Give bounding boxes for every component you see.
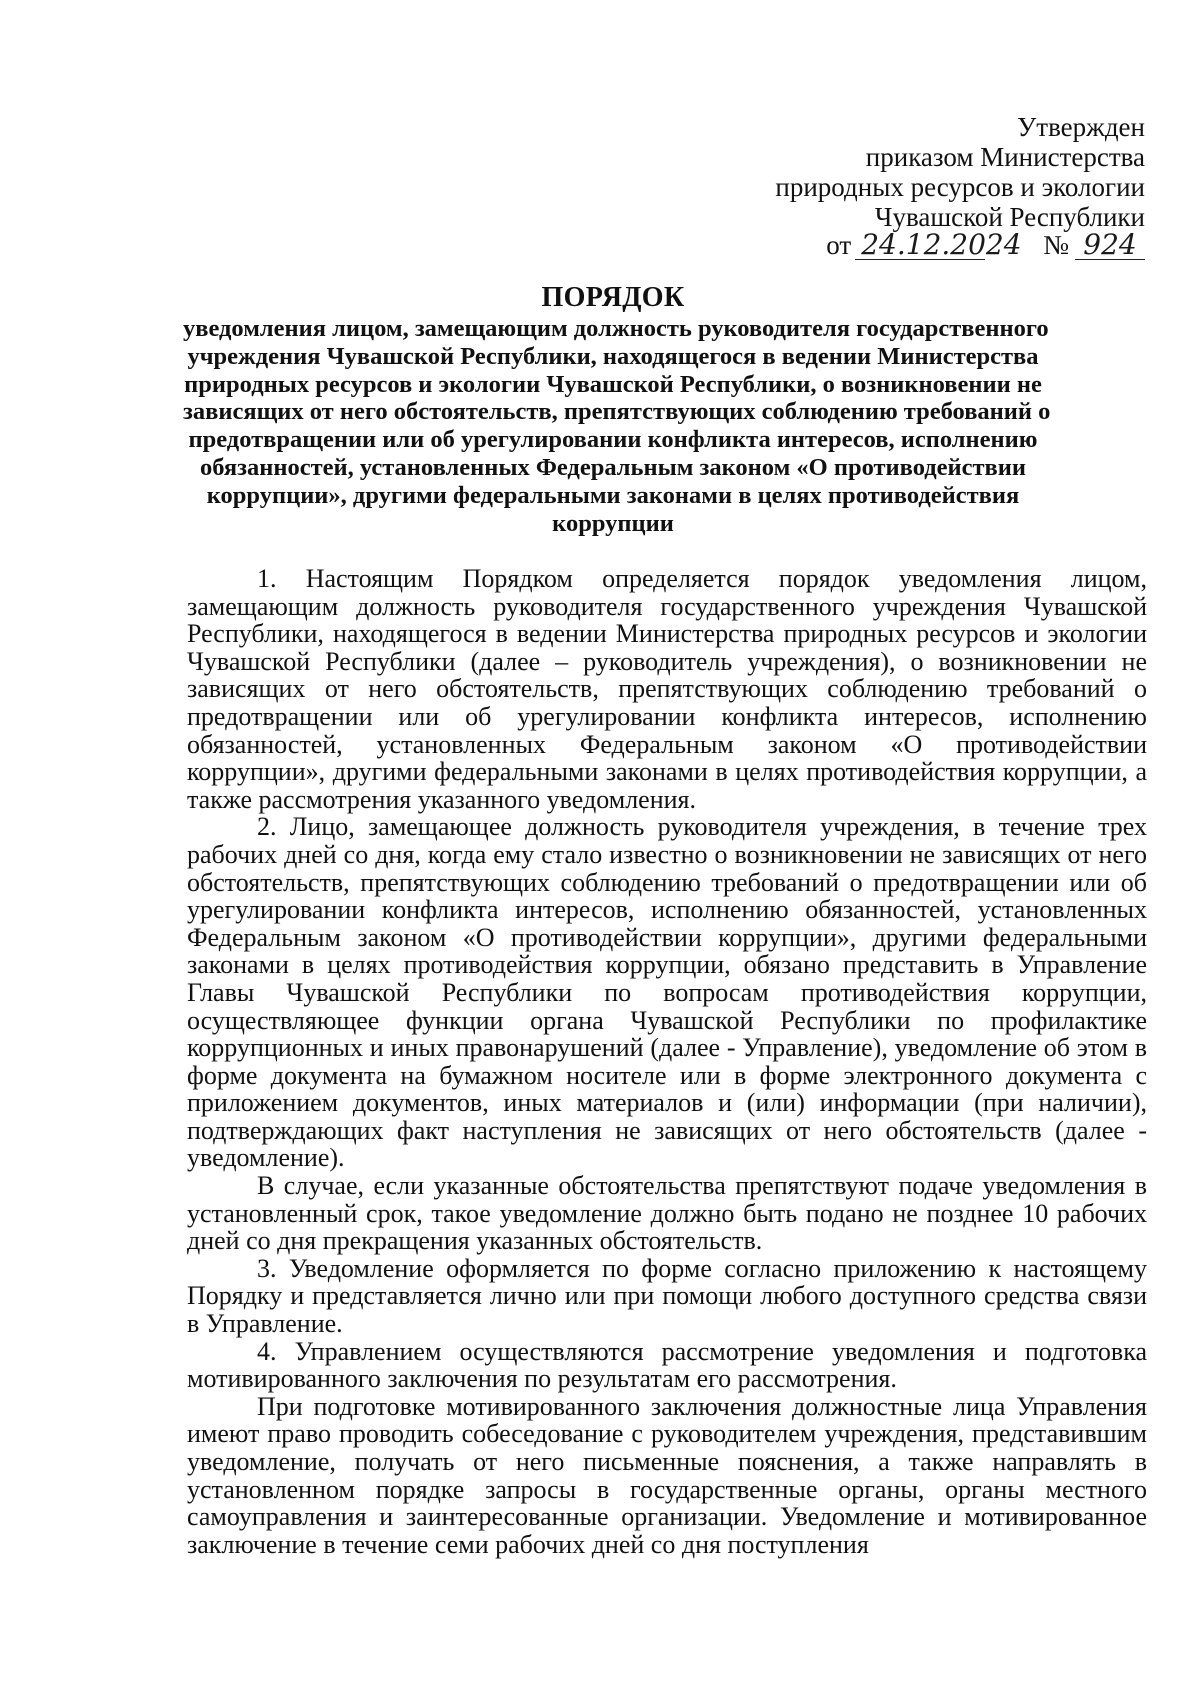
- subtitle-line: уведомления лицом, замещающим должность руководителя государственного: [183, 315, 1049, 342]
- document-body: [187, 565, 1147, 1558]
- subtitle-line: учреждения Чувашской Республики, находящегося в ведении Министерства: [187, 342, 1039, 370]
- document-subtitle: [183, 315, 1051, 537]
- approval-line-2: приказом Министерства: [865, 142, 1145, 172]
- approval-block: [640, 112, 1145, 260]
- subtitle-line: природных ресурсов и экологии Чувашской Республики, о возникновении не: [184, 370, 1042, 398]
- paragraph-4: 4. Управлением осуществляются рассмотрение уведомления и подготовка мотивированного заключения по результатам его рассмотрения.: [187, 1336, 1147, 1394]
- paragraph-3: 3. Уведомление оформляется по форме согласно приложению к настоящему Порядку и представляется лично или при помощи любого доступного средства связи в Управление.: [187, 1253, 1147, 1339]
- approval-line-1: Утвержден: [1017, 112, 1145, 142]
- subtitle-line: обязанностей, установленных Федеральным законом «О противодействии: [199, 453, 1027, 481]
- paragraph-4-continuation: При подготовке мотивированного заключения должностные лица Управления имеют право проводить собеседование с руководителем учреждения, представившим уведомление, получать от него письменные пояснения, а также направлять в установленном порядке запросы в государственные органы, органы местного самоуправления и заинтересованные организации. Уведомление и мотивированное заключение в течение семи рабочих дней со дня поступления: [187, 1391, 1147, 1559]
- paragraph-2: 2. Лицо, замещающее должность руководителя учреждения, в течение трех рабочих дней со дня, когда ему стало известно о возникновении не зависящих от него обстоятельств, препятствующих соблюдению требований о предотвращении или об урегулировании конфликта интересов, исполнению обязанностей, установленных Федеральным законом «О противодействии коррупции», другими федеральными законами в целях противодействия коррупции, обязано представить в Управление Главы Чувашской Республики по вопросам противодействия коррупции, осуществляющее функции органа Чувашской Республики по профилактике коррупционных и иных правонарушений (далее - Управление), уведомление об этом в форме документа на бумажном носителе или в форме электронного документа с приложением документов, иных материалов и (или) информации (при наличии), подтверждающих факт наступления не зависящих от него обстоятельств (далее - уведомление).: [187, 812, 1147, 1173]
- subtitle-line: коррупции: [552, 509, 674, 537]
- date-prefix: от: [826, 230, 852, 260]
- handwritten-date: 24.12.2024: [855, 231, 985, 260]
- subtitle-line: зависящих от него обстоятельств, препятствующих соблюдению требований о: [183, 398, 1051, 426]
- document-title: ПОРЯДОК: [541, 282, 685, 313]
- number-prefix: №: [1043, 230, 1069, 260]
- subtitle-line: предотвращении или об урегулировании конфликта интересов, исполнению: [188, 426, 1038, 454]
- paragraph-2-continuation: В случае, если указанные обстоятельства препятствуют подаче уведомления в установленный срок, такое уведомление должно быть подано не позднее 10 рабочих дней со дня прекращения указанных обстоятельств.: [187, 1171, 1147, 1256]
- subtitle-line: коррупции», другими федеральными законами в целях противодействия: [206, 481, 1020, 509]
- order-date-number-line: [640, 230, 1145, 260]
- paragraph-1: 1. Настоящим Порядком определяется порядок уведомления лицом, замещающим должность руководителя государственного учреждения Чувашской Республики, находящегося в ведении Министерства природных ресурсов и экологии Чувашской Республики (далее – руководитель учреждения), о возникновении не зависящих от него обстоятельств, препятствующих соблюдению требований о предотвращении или об урегулировании конфликта интересов, исполнению обязанностей, установленных Федеральным законом «О противодействии коррупции», другими федеральными законами в целях противодействия коррупции, а также рассмотрения указанного уведомления.: [187, 564, 1147, 814]
- approval-line-4: Чувашской Республики: [874, 202, 1145, 232]
- approval-line-3: природных ресурсов и экологии: [775, 172, 1145, 202]
- handwritten-number: 924: [1075, 231, 1145, 260]
